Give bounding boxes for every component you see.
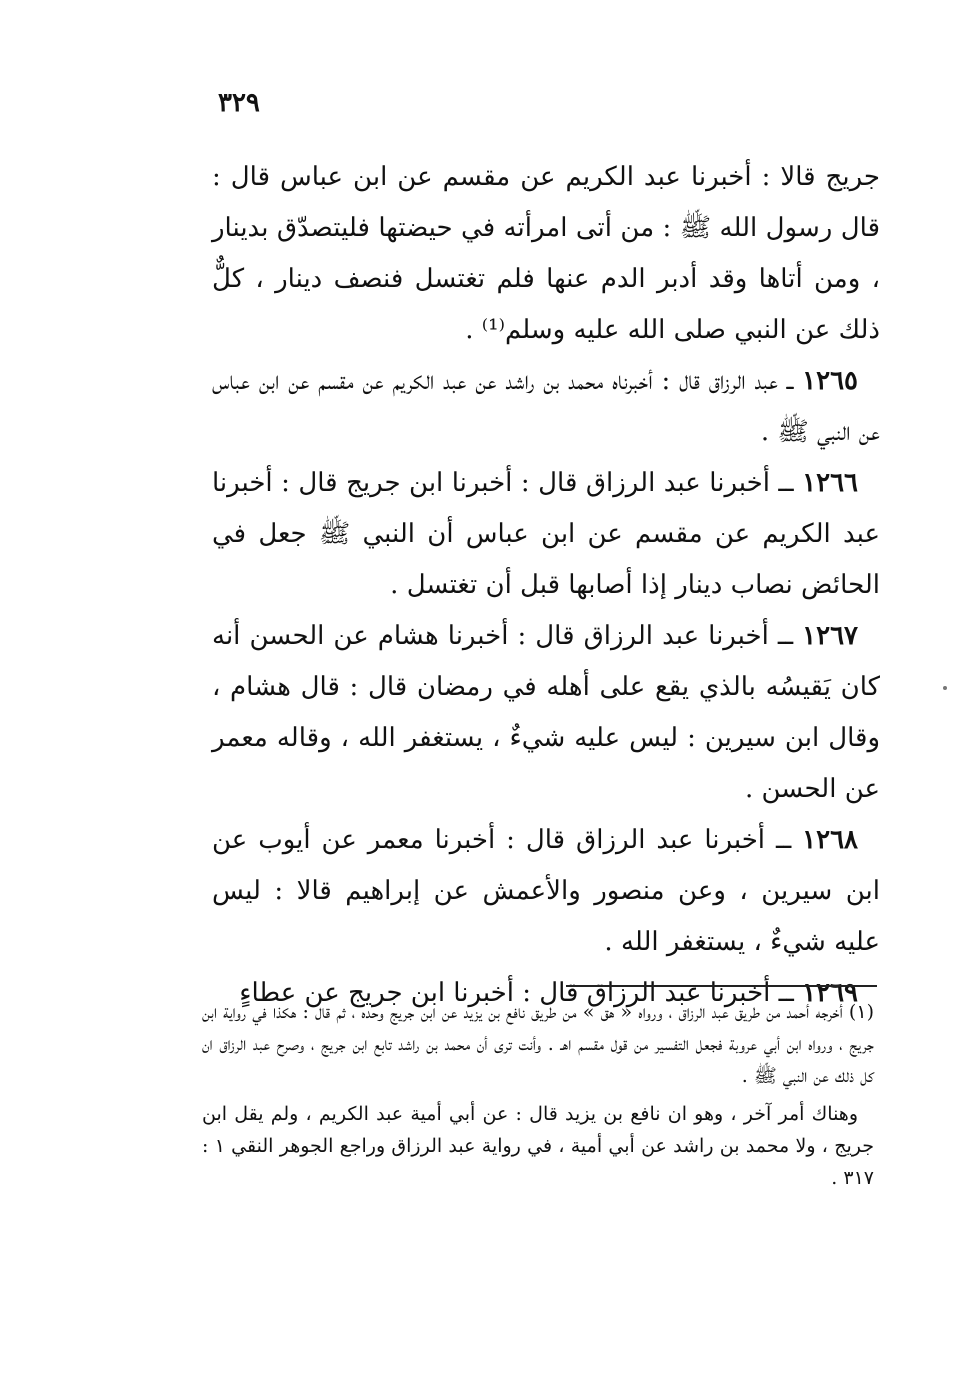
hadith-text: ــ عبد الرزاق قال : أخبرناه محمد بن راشد عن عبد الكريم عن مقسم عن ابن عباس عن النبي ﷺ . <box>212 366 880 447</box>
hadith-number: ١٢٦٥ <box>802 366 858 396</box>
hadith-1267 <box>212 611 880 815</box>
page-number: ٣٢٩ <box>218 88 260 118</box>
hadith-1268 <box>212 815 880 968</box>
footnote-1: (١) أخرجه أحمد من طريق عبد الرزاق ، ورواه « هق » من طريق نافع بن يزيد عن ابن جريج وحده ، ثم قال : هكذا في رواية ابن جريج ، ورواه ابن أبي عروبة فجعل التفسير من قول مقسم اهـ . وأنت ترى أن محمد بن راشد تابع ابن جريج ، وصرح عبد الرزاق ان كل ذلك عن النبي ﷺ . <box>202 1001 874 1087</box>
paragraph-continuation: جريج قالا : أخبرنا عبد الكريم عن مقسم عن ابن عباس قال : قال رسول الله ﷺ : من أتى امرأته في حيضتها فليتصدّق بدينار ، ومن أتاها وقد أدبر الدم عنها فلم تغتسل فنصف دينار ، كلٌّ ذلك عن النبي صلى الله عليه وسلم⁽¹⁾ . <box>212 162 880 345</box>
hadith-text: ــ أخبرنا عبد الرزاق قال : أخبرنا معمر عن أيوب عن ابن سيرين ، وعن منصور والأعمش عن إبراهيم قالا : ليس عليه شيءٌ ، يستغفر الله . <box>212 825 880 957</box>
main-text <box>212 152 880 1019</box>
hadith-text: ــ أخبرنا عبد الرزاق قال : أخبرنا هشام عن الحسن أنه كان يَقيسُه بالذي يقع على أهله في رمضان قال : قال هشام ، وقال ابن سيرين : ليس عليه شيءٌ ، يستغفر الله ، وقاله معمر عن الحسن . <box>212 621 880 804</box>
hadith-number: ١٢٦٨ <box>802 825 858 855</box>
footnote-divider <box>566 985 877 987</box>
hadith-1265 <box>212 356 880 458</box>
hadith-number: ١٢٦٧ <box>802 621 858 651</box>
hadith-text: ــ أخبرنا عبد الرزاق قال : أخبرنا ابن جريج عن عطاءٍ <box>239 978 803 1008</box>
hadith-number: ١٢٦٦ <box>802 468 858 498</box>
footnote-1-continuation: وهناك أمر آخر ، وهو ان نافع بن يزيد قال : عن أبي أمية عبد الكريم ، ولم يقل ابن جريج ، ولا محمد بن راشد عن أبي أمية ، في رواية عبد الرزاق وراجع الجوهر النقي ١ : ٣١٧ . <box>202 1103 874 1189</box>
hadith-text: ــ أخبرنا عبد الرزاق قال : أخبرنا ابن جريج قال : أخبرنا عبد الكريم عن مقسم عن ابن عباس أن النبي ﷺ جعل في الحائض نصاب دينار إذا أصابها قبل أن تغتسل . <box>212 468 881 600</box>
hadith-number: ١٢٦٩ <box>802 978 858 1008</box>
scan-speck <box>943 686 947 690</box>
hadith-1266 <box>212 458 880 611</box>
footnotes <box>202 996 874 1200</box>
